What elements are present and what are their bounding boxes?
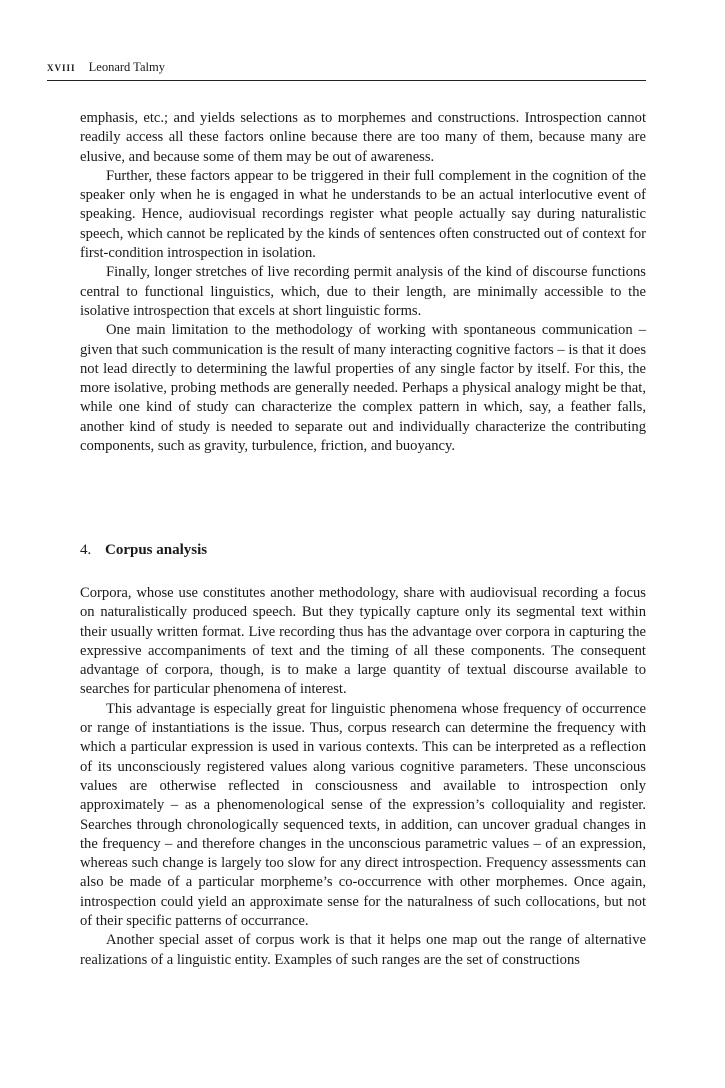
section-number: 4. bbox=[80, 542, 92, 558]
section-title: Corpus analysis bbox=[105, 542, 208, 558]
page-number: xviii bbox=[47, 60, 76, 74]
running-head-author: Leonard Talmy bbox=[88, 60, 165, 74]
paragraph: Corpora, whose use constitutes another methodology, share with audiovisual recording a focus on naturalistically produced speech. But they typically capture only its segmental text within their usually written format. Live recording thus has the advantage over corpora in capturing the expressive accompaniments of text and the timing of all these components. The consequent advantage of corpora, though, is to make a large quantity of textual discourse available to searches for particular phenomena of interest. bbox=[80, 585, 646, 698]
paragraph: Further, these factors appear to be triggered in their full complement in the cognition of the speaker only when he is engaged in what he understands to be an actual interlocutive event of speaking. Hence, audiovisual recordings register what people actually say during naturalistic speech, which cannot be replicated by the kinds of sentences often constructed out of context for first-condition introspection in isolation. bbox=[80, 167, 646, 262]
paragraph: This advantage is especially great for linguistic phenomena whose frequency of occurrence or range of instantiations is the issue. Thus, corpus research can determine the frequency with which a particular expression is used in various contexts. This can be interpreted as a reflection of its unconsciously registered values along various cognitive parameters. These unconscious values are otherwise reflected in consciousness and available to introspection only approximately – as a phenomenological sense of the expression’s colloquiality and register. Searches through chronologically sequenced texts, in addition, can uncover gradual changes in the frequency – and therefore changes in the unconscious parametric values – of an expression, whereas such change is largely too slow for any direct introspection. Frequency assessments can also be made of a particular morpheme’s co-occurrence with other morphemes. Once again, introspection could yield an approximate sense for the naturalness of such collocations, but not of their specific patterns of occurrance. bbox=[80, 700, 646, 930]
paragraph: Another special asset of corpus work is that it helps one map out the range of alternative realizations of a linguistic entity. Examples of such ranges are the set of constructions bbox=[80, 932, 646, 968]
paragraph: emphasis, etc.; and yields selections as to morphemes and constructions. Introspection cannot readily access all these factors online because there are too many of them, because many are elusive, and because some of them may be out of awareness. bbox=[80, 110, 646, 165]
running-header bbox=[47, 58, 646, 81]
section-heading bbox=[80, 540, 646, 560]
text-block-before-section bbox=[80, 109, 646, 456]
paragraph: One main limitation to the methodology of working with spontaneous communication – given that such communication is the result of many interacting cognitive factors – is that it does not lead directly to determining the lawful properties of any single factor by itself. For this, the more isolative, probing methods are generally needed. Perhaps a physical analogy might be that, while one kind of study can characterize the complex pattern in which, say, a feather falls, another kind of study is needed to separate out and individually characterize the contributing components, such as gravity, turbulence, friction, and buoyancy. bbox=[80, 322, 646, 455]
paragraph: Finally, longer stretches of live recording permit analysis of the kind of discourse functions central to functional linguistics, which, due to their length, are minimally accessible to the isolative introspection that excels at short linguistic forms. bbox=[80, 264, 646, 319]
text-block-after-section bbox=[80, 584, 646, 970]
